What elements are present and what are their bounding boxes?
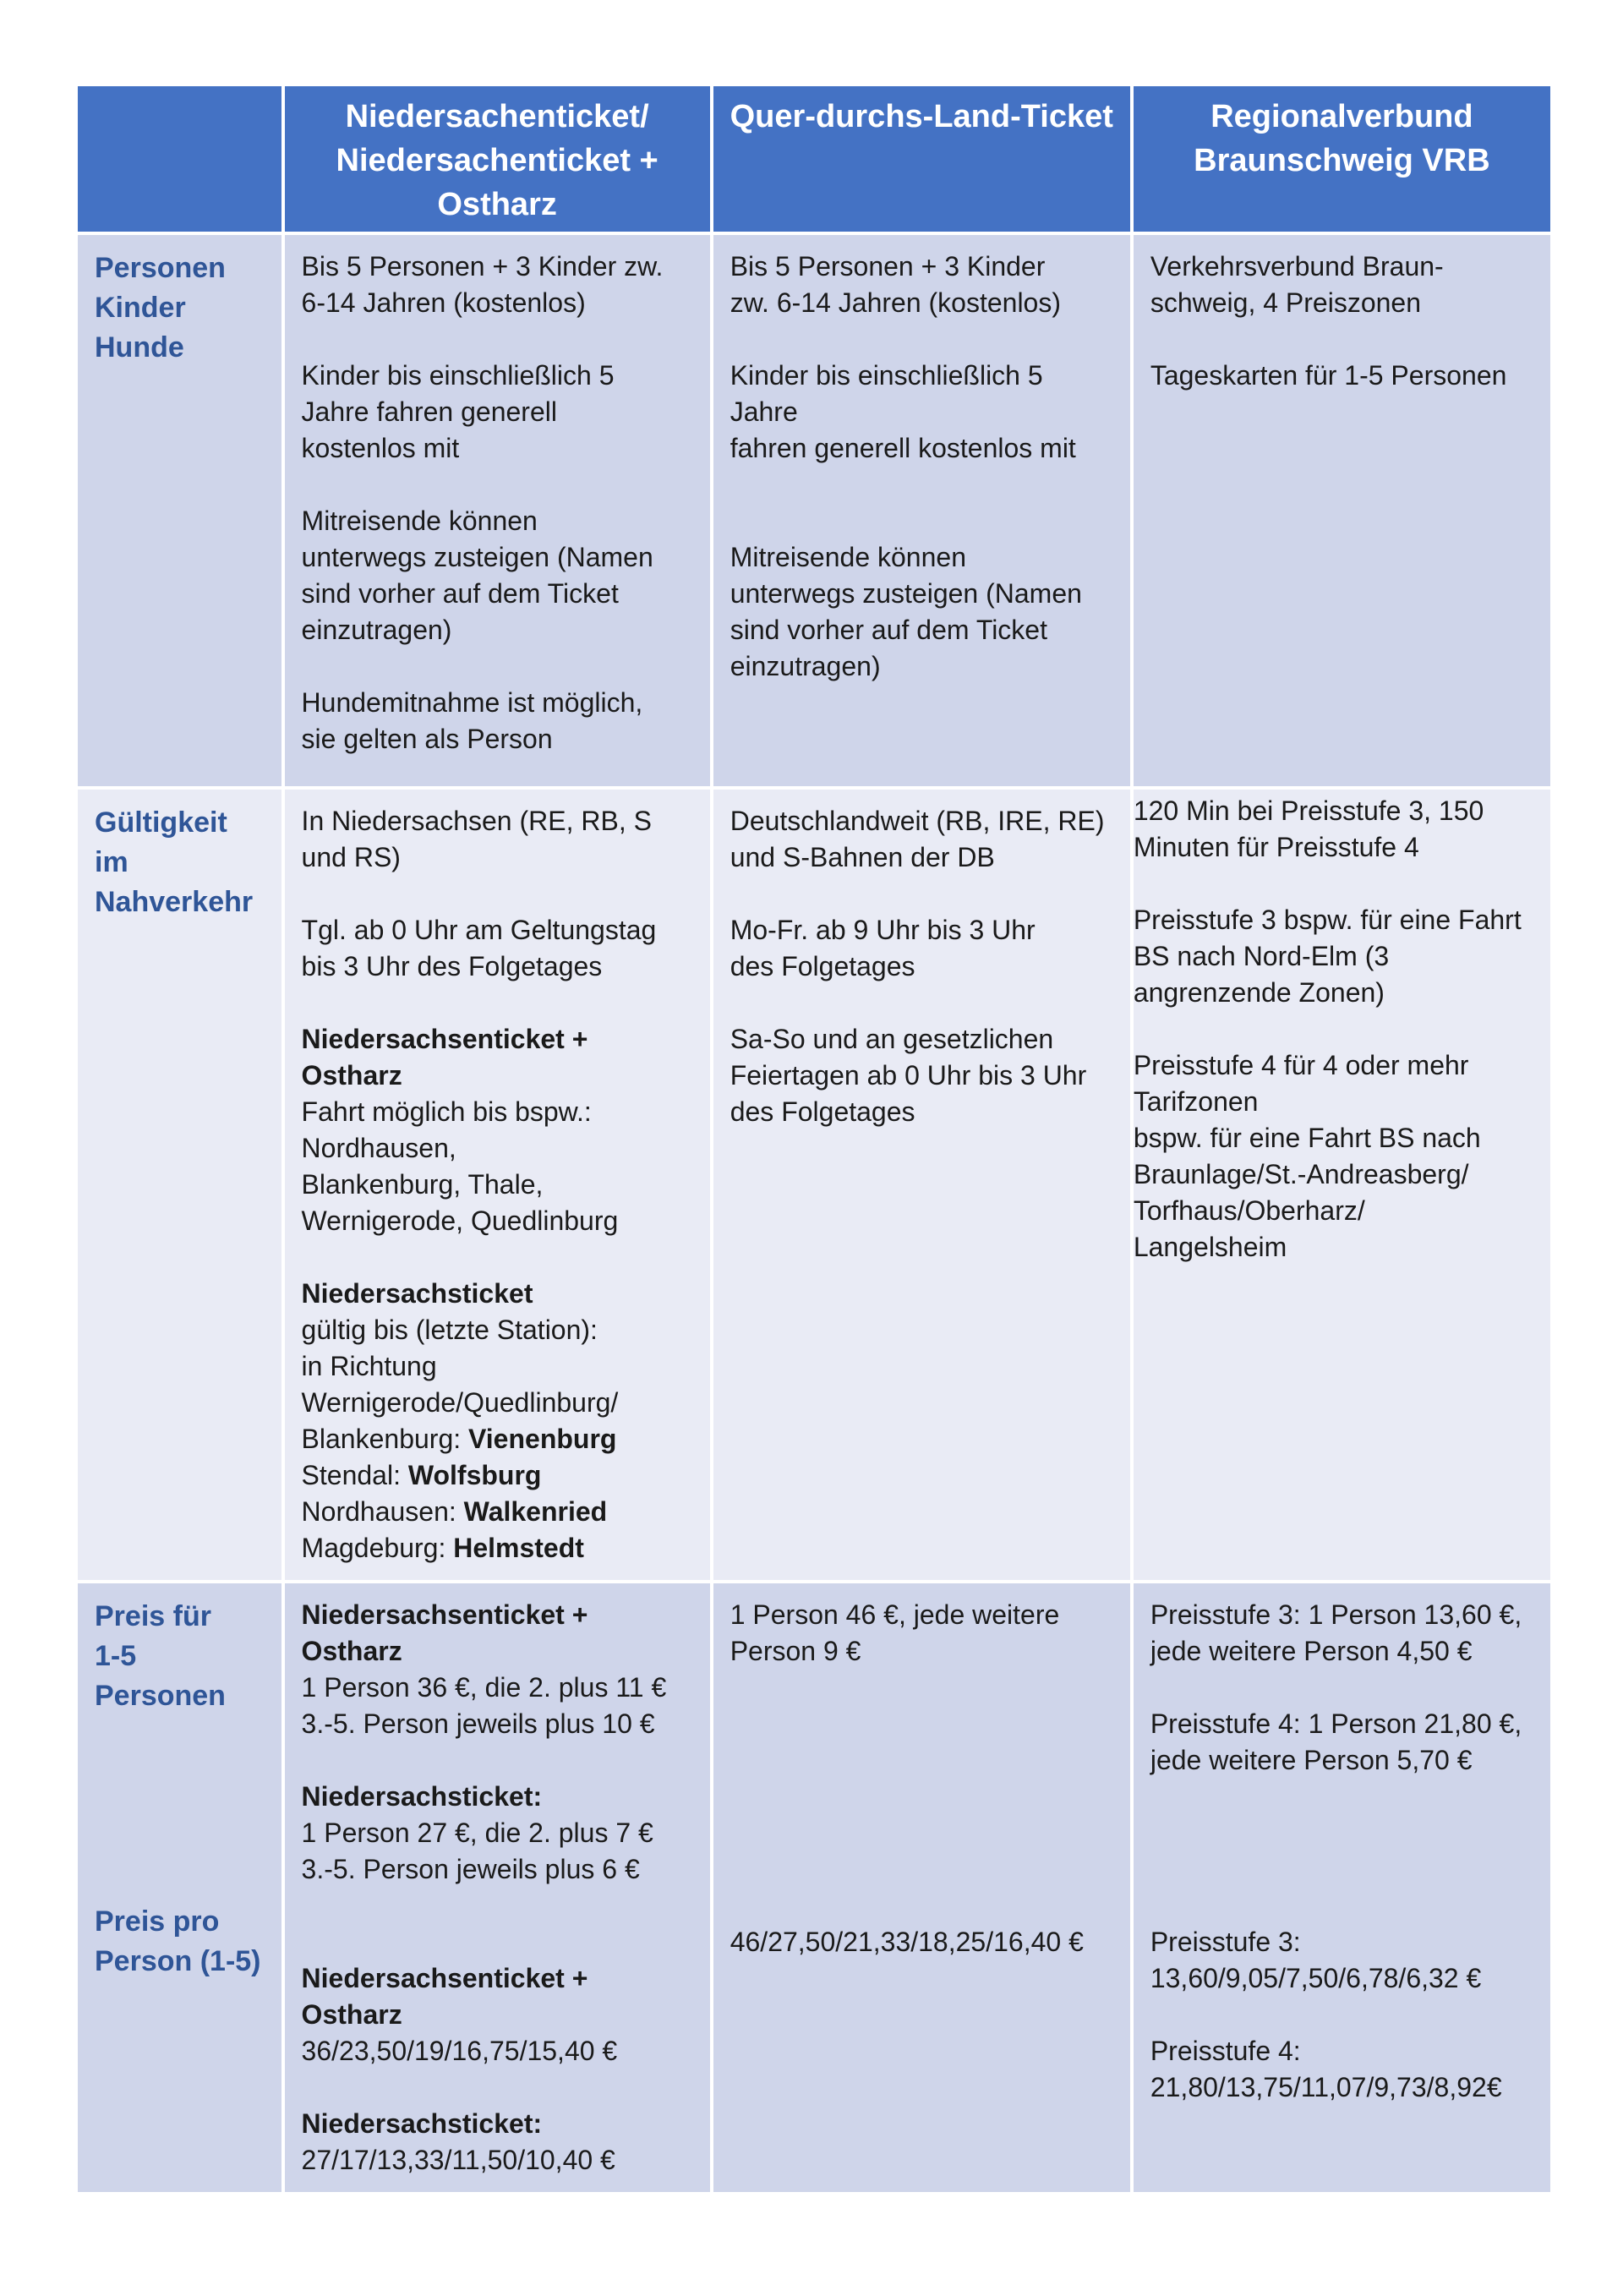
persons-vrb: Verkehrsverbund Braun- schweig, 4 Preiszonen Tageskarten für 1-5 Personen [1134, 235, 1550, 786]
header-row [78, 86, 1550, 232]
price-quer-durchs-land: 1 Person 46 €, jede weitere Person 9 € 46/27,50/21,33/18,25/16,40 € [713, 1583, 1130, 2192]
row-price [78, 1583, 1550, 2192]
station-line: Nordhausen: Walkenried [301, 1496, 608, 1527]
station-line: Magdeburg: Helmstedt [301, 1533, 584, 1563]
price-vrb: Preisstufe 3: 1 Person 13,60 €, jede weitere Person 4,50 € Preisstufe 4: 1 Person 21,80 €, jede weitere Person 5,70 € Preisstufe 3: 13,60/9,05/7,50/6,78/6,32 € Preisstufe 4: 21,80/13,75/11,07/9,73/8,92€ [1134, 1583, 1550, 2192]
ostharz-title: Niedersachsenticket + Ostharz [301, 1024, 588, 1091]
station-line: Blankenburg: Vienenburg [301, 1424, 617, 1454]
ticket-comparison-table [74, 83, 1554, 2195]
row-label-validity: Gültigkeit im Nahverkehr [78, 790, 281, 1580]
row-label-price: Preis für 1-5 Personen Preis pro Person (1-5) [78, 1583, 281, 2192]
row-persons [78, 235, 1550, 786]
validity-quer-durchs-land: Deutschlandweit (RB, IRE, RE) und S-Bahnen der DB Mo-Fr. ab 9 Uhr bis 3 Uhr des Folgetages Sa-So und an gesetzlichen Feiertagen ab 0 Uhr bis 3 Uhr des Folgetages [713, 790, 1130, 1580]
row-validity [78, 790, 1550, 1580]
header-niedersachsenticket: Niedersachenticket/ Niedersachenticket + Ostharz [285, 86, 710, 232]
nds-title: Niedersachsticket [301, 1278, 533, 1309]
header-vrb: Regionalverbund Braunschweig VRB [1134, 86, 1550, 232]
header-empty [78, 86, 281, 232]
header-quer-durchs-land: Quer-durchs-Land-Ticket [713, 86, 1130, 232]
persons-niedersachsen: Bis 5 Personen + 3 Kinder zw. 6-14 Jahren (kostenlos) Kinder bis einschließlich 5 Jahre fahren generell kostenlos mit Mitreisende können unterwegs zusteigen (Namen sind vorher auf dem Ticket einzutragen) Hundemitnahme ist möglich, sie gelten als Person [285, 235, 710, 786]
persons-quer-durchs-land: Bis 5 Personen + 3 Kinder zw. 6-14 Jahren (kostenlos) Kinder bis einschließlich 5 Jahre fahren generell kostenlos mit Mitreisende können unterwegs zusteigen (Namen sind vorher auf dem Ticket einzutragen) [713, 235, 1130, 786]
row-label-persons: Personen Kinder Hunde [78, 235, 281, 786]
station-line: Stendal: Wolfsburg [301, 1460, 542, 1490]
price-niedersachsen: Niedersachsenticket + Ostharz 1 Person 36 €, die 2. plus 11 € 3.-5. Person jeweils plus 10 € Niedersachsticket: 1 Person 27 €, die 2. plus 7 € 3.-5. Person jeweils plus 6 € Niedersachsenticket + Ostharz 36/23,50/19/16,75/15,40 € Niedersachsticket: 27/17/13,33/11,50/10,40 € [285, 1583, 710, 2192]
validity-vrb: 120 Min bei Preisstufe 3, 150 Minuten für Preisstufe 4 Preisstufe 3 bspw. für eine Fahrt BS nach Nord-Elm (3 angrenzende Zonen) Preisstufe 4 für 4 oder mehr Tarifzonen bspw. für eine Fahrt BS nach Braunlage/St.-Andreasberg/ Torfhaus/Oberharz/ Langelsheim [1134, 790, 1550, 1580]
validity-niedersachsen: In Niedersachsen (RE, RB, S und RS) Tgl. ab 0 Uhr am Geltungstag bis 3 Uhr des Folgetages Niedersachsenticket + Ostharz Fahrt möglich bis bspw.: Nordhausen, Blankenburg, Thale, Wernigerode, Quedlinburg Niedersachsticket gültig bis (letzte Station): in Richtung Wernigerode/Quedlinburg/ Blankenburg: Vienenburg Stendal: Wolfsburg Nordhausen: Walkenried Magdeburg: Helmstedt [285, 790, 710, 1580]
